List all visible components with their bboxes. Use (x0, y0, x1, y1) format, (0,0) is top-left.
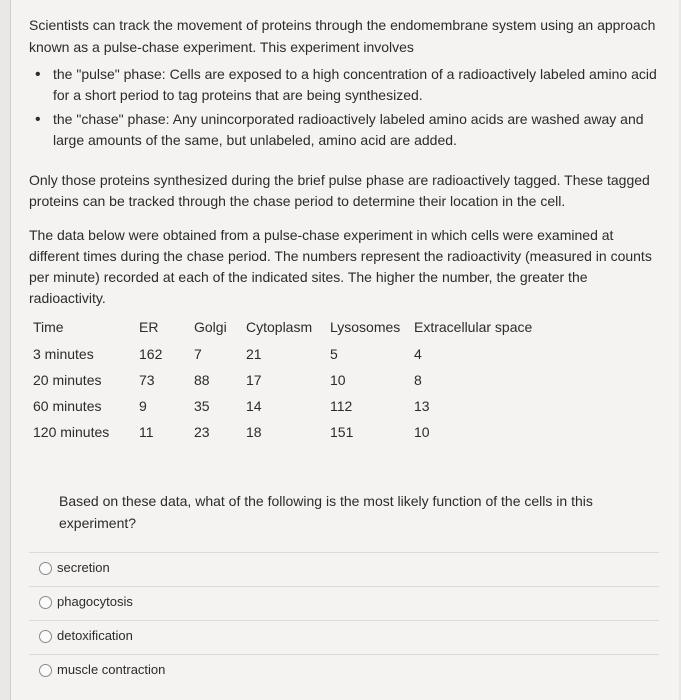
answer-option-label: muscle contraction (57, 662, 166, 677)
table-cell: 20 minutes (33, 372, 102, 388)
bullet-icon: • (35, 111, 41, 128)
radio-button[interactable] (39, 562, 52, 575)
table-header: Cytoplasm (246, 319, 313, 335)
table-cell: 11 (139, 424, 154, 440)
table-header: Lysosomes (330, 319, 401, 335)
answer-option-label: detoxification (57, 628, 133, 643)
answer-option-muscle-contraction[interactable] (29, 654, 659, 687)
table-cell: 151 (330, 424, 354, 440)
table-cell: 10 (330, 372, 346, 388)
table-cell: 14 (246, 398, 262, 414)
data-description-paragraph: The data below were obtained from a pulse-chase experiment in which cells were examined at different times during the chase period. The numbers represent the radioactivity (measured in counts per minute) recorded at each of the indicated sites. The higher the number, the greater the radioactivity. (29, 227, 652, 306)
tagging-paragraph: Only those proteins synthesized during the brief pulse phase are radioactively tagged. These tagged proteins can be tracked through the chase period to determine their location in the cell. (29, 172, 650, 209)
table-cell: 17 (246, 372, 262, 388)
intro-text: Scientists can track the movement of proteins through the endomembrane system using an approach known as a pulse-chase experiment. This experiment involves (29, 17, 656, 55)
list-item-pulse (33, 64, 659, 106)
table-header: Time (33, 319, 64, 335)
table-header: ER (139, 319, 159, 335)
bullet-icon: • (35, 66, 41, 83)
question-page (10, 0, 679, 700)
table-cell: 88 (194, 372, 210, 388)
table-cell: 18 (246, 424, 262, 440)
table-cell: 8 (414, 372, 422, 388)
table-cell: 9 (139, 398, 147, 414)
table-cell: 35 (194, 398, 210, 414)
pulse-term: the "pulse" phase: (53, 66, 166, 82)
table-cell: 60 minutes (33, 398, 102, 414)
phase-list (33, 64, 659, 154)
radio-button[interactable] (39, 664, 52, 677)
answer-option-label: phagocytosis (57, 594, 133, 609)
table-cell: 23 (194, 424, 210, 440)
radio-button[interactable] (39, 630, 52, 643)
table-cell: 13 (414, 398, 430, 414)
table-cell: 162 (139, 346, 163, 362)
table-cell: 3 minutes (33, 346, 94, 362)
chase-term: the "chase" phase: (53, 111, 170, 127)
table-cell: 7 (194, 346, 202, 362)
table-cell: 73 (139, 372, 155, 388)
answer-option-phagocytosis[interactable] (29, 586, 659, 619)
table-cell: 10 (414, 424, 430, 440)
table-header: Extracellular space (414, 319, 533, 335)
answer-option-secretion[interactable] (29, 552, 659, 585)
list-item-chase (33, 109, 659, 151)
answer-option-detoxification[interactable] (29, 620, 659, 653)
pulse-text: Cells are exposed to a high concentration of a radioactively labeled amino acid for a short period to tag proteins that are being synthesized. (53, 66, 657, 103)
table-cell: 4 (414, 346, 422, 362)
table-cell: 112 (330, 398, 353, 414)
table-header: Golgi (194, 319, 227, 335)
table-cell: 120 minutes (33, 424, 110, 440)
chase-text: Any unincorporated radioactively labeled amino acids are washed away and large amounts of the same, but unlabeled, amino acid are added. (53, 111, 644, 148)
answer-option-label: secretion (57, 560, 110, 575)
table-cell: 5 (330, 346, 338, 362)
question-text: Based on these data, what of the following is the most likely function of the cells in this experiment? (59, 493, 593, 531)
radio-button[interactable] (39, 596, 52, 609)
table-cell: 21 (246, 346, 262, 362)
